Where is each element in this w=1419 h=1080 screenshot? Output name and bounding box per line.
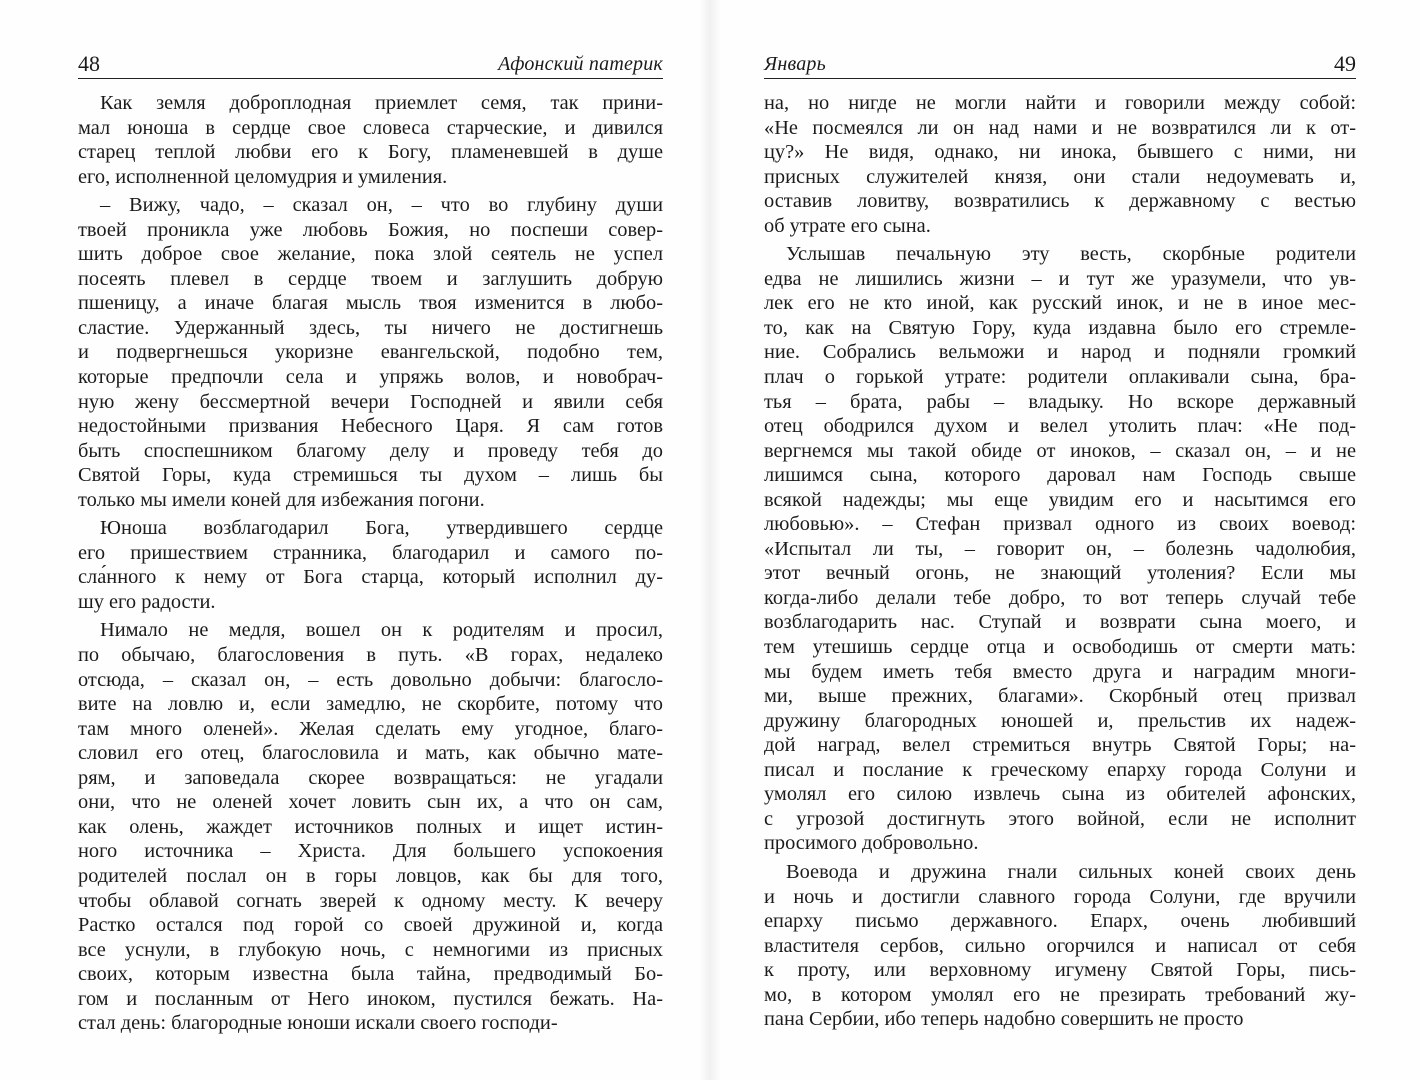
text-line: на, но нигде не могли найти и говорили между собой: bbox=[764, 92, 1356, 114]
text-line: своих, которым известна была тайна, предводимый Бо- bbox=[78, 963, 663, 986]
text-line: родителей послал он в горы ловцов, как бы для того, bbox=[78, 864, 663, 887]
text-line: пшеницу, а иначе благая мысль твоя изменится в любо- bbox=[78, 292, 663, 315]
book-gutter bbox=[700, 0, 720, 1080]
text-line: «Не посмеялся ли он над нами и не возвратился ли к от- bbox=[764, 116, 1356, 139]
text-line: ную жену бессмертной вечери Господней и явили себя bbox=[78, 390, 663, 413]
text-line: отсюда, – сказал он, – есть довольно добычи: благосло- bbox=[78, 668, 663, 691]
running-head-left bbox=[78, 48, 663, 79]
text-line: посеять плевел в сердце твоем и заглушить добрую bbox=[78, 267, 663, 290]
text-line: как олень, жаждет источников полных и ищет истин- bbox=[78, 815, 663, 838]
text-line: только мы имели коней для избежания погони. bbox=[78, 488, 485, 511]
text-line: просимого добровольно. bbox=[764, 832, 979, 855]
right-page bbox=[764, 48, 1356, 1032]
text-line: ного источника – Христа. Для большего успокоения bbox=[78, 840, 663, 863]
text-line: недостойными призвания Небесного Царя. Я сам готов bbox=[78, 415, 663, 438]
text-line: – Вижу, чадо, – сказал он, – что во глубину души bbox=[100, 194, 663, 217]
text-line: об утрате его сына. bbox=[764, 214, 931, 237]
text-line: едва не лишились жизни – и тут же уразумели, что ув- bbox=[764, 267, 1356, 290]
text-line: то, как на Святую Гору, куда издавна было его стремле- bbox=[764, 316, 1356, 339]
text-line: цу?» Не видя, однако, ни инока, бывшего с ними, ни bbox=[764, 141, 1356, 164]
text-line: твоей проникла уже любовь Божия, но поспеши совер- bbox=[78, 218, 663, 241]
text-line: и подвергнешься укоризне евангельской, подобно тем, bbox=[78, 341, 663, 364]
page-number-right: 49 bbox=[1334, 51, 1356, 76]
text-line: лишимся сына, которого даровал нам Господь свыше bbox=[764, 464, 1356, 487]
text-line: писал и послание к греческому епарху города Солуни и bbox=[764, 758, 1356, 781]
text-line: возблагодарить нас. Ступай и возврати сына моего, и bbox=[764, 611, 1356, 634]
text-line: и ночь и достигли славного города Солуни, где вручили bbox=[764, 885, 1356, 908]
text-line: вите на ловлю и, если замедлю, не скорбите, потому что bbox=[78, 693, 663, 716]
left-page bbox=[78, 48, 663, 1036]
text-line: чтобы облавой согнать зверей к одному месту. К вечеру bbox=[78, 889, 663, 912]
text-line: ние. Собрались вельможи и народ и подняли громкий bbox=[764, 341, 1356, 364]
text-line: властителя сербов, сильно огорчился и написал от себя bbox=[764, 934, 1356, 957]
text-line: тем утешишь сердце отца и освободишь от смерти мать: bbox=[764, 636, 1356, 659]
text-line: дой наград, велел стремиться внутрь Святой Горы; на- bbox=[764, 734, 1356, 757]
text-line: гом и посланным от Него иноком, пустился бежать. На- bbox=[78, 987, 663, 1010]
paragraph bbox=[78, 193, 663, 512]
text-line: Растко остался под горой со своей дружиной и, когда bbox=[78, 914, 663, 937]
paragraph bbox=[78, 618, 663, 1035]
left-page-body bbox=[78, 91, 663, 1036]
paragraph bbox=[78, 516, 663, 614]
text-line: оставив ловитву, возвратились к державному с вестью bbox=[764, 190, 1356, 213]
text-line: Как земля доброплодная приемлет семя, так прини- bbox=[100, 92, 663, 114]
text-line: пана Сербии, ибо теперь надобно совершить не просто bbox=[764, 1008, 1244, 1031]
text-line: быть споспешником благому делу и проведу тебя до bbox=[78, 439, 663, 462]
text-line: Юноша возблагодарил Бога, утвердившего сердце bbox=[100, 517, 663, 540]
text-line: все уснули, в глубокую ночь, с немногими из присных bbox=[78, 938, 663, 961]
text-line: епарху письмо державного. Епарх, очень любивший bbox=[764, 910, 1356, 933]
text-line: его, исполненной целомудрия и умиления. bbox=[78, 165, 448, 188]
text-line: Нимало не медля, вошел он к родителям и просил, bbox=[100, 619, 663, 642]
text-line: любовью». – Стефан призвал одного из своих воевод: bbox=[764, 513, 1356, 536]
text-line: словил его отец, благословила и мать, как обычно мате- bbox=[78, 742, 663, 765]
text-line: шить доброе свое желание, пока злой сеятель не успел bbox=[78, 243, 663, 266]
text-line: шу его радости. bbox=[78, 590, 216, 613]
text-line: сластие. Удержанный здесь, ты ничего не достигнешь bbox=[78, 316, 663, 339]
paragraph bbox=[764, 91, 1356, 238]
text-line: Услышав печальную эту весть, скорбные родители bbox=[786, 243, 1356, 266]
text-line: когда-либо делали тебе добро, то вот теперь случай тебе bbox=[764, 586, 1356, 609]
page-number-left: 48 bbox=[78, 51, 100, 76]
paragraph bbox=[78, 91, 663, 189]
text-line: сла́нного к нему от Бога старца, который исполнил ду- bbox=[78, 566, 663, 589]
text-line: мо, в котором умолял его не презирать требований жу- bbox=[764, 983, 1356, 1006]
text-line: по обычаю, благословения в путь. «В горах, недалеко bbox=[78, 644, 663, 667]
text-line: вергнемся мы такой обиде от иноков, – сказал он, – и не bbox=[764, 439, 1356, 462]
text-line: тья – брата, рабы – владыку. Но вскоре державный bbox=[764, 390, 1356, 413]
text-line: стал день: благородные юноши искали своего господи- bbox=[78, 1012, 558, 1035]
text-line: которые предпочли села и упряжь волов, и новобрач- bbox=[78, 366, 663, 389]
right-page-body bbox=[764, 91, 1356, 1032]
text-line: этот вечный огонь, не знающий утоления? Если мы bbox=[764, 562, 1356, 585]
running-head-title-left: Афонский патерик bbox=[498, 53, 663, 75]
text-line: дружину благородных юношей и, прельстив их надеж- bbox=[764, 709, 1356, 732]
text-line: там много оленей». Желая сделать ему угодное, благо- bbox=[78, 717, 663, 740]
text-line: с угрозой достигнуть этого войной, если не исполнит bbox=[764, 807, 1356, 830]
text-line: они, что не оленей хочет ловить сын их, а что он сам, bbox=[78, 791, 663, 814]
paragraph bbox=[764, 860, 1356, 1032]
text-line: присных служителей князя, они стали недоумевать и, bbox=[764, 165, 1356, 188]
running-head-title-right: Январь bbox=[764, 53, 826, 75]
text-line: лек его не кто иной, как русский инок, и не в иное мес- bbox=[764, 292, 1356, 315]
text-line: Святой Горы, куда стремишься ты духом – лишь бы bbox=[78, 464, 663, 487]
text-line: отец ободрился духом и велел утолить плач: «Не под- bbox=[764, 415, 1356, 438]
paragraph bbox=[764, 242, 1356, 856]
text-line: к проту, или верховному игумену Святой Горы, пись- bbox=[764, 959, 1356, 982]
text-line: его пришествием странника, благодарил и самого по- bbox=[78, 541, 663, 564]
running-head-right bbox=[764, 48, 1356, 79]
text-line: Воевода и дружина гнали сильных коней своих день bbox=[786, 860, 1356, 883]
text-line: умолял его силою извлечь сына из обителей афонских, bbox=[764, 783, 1356, 806]
text-line: плач о горькой утрате: родители оплакивали сына, бра- bbox=[764, 366, 1356, 389]
text-line: старец теплой любви его к Богу, пламеневшей в душе bbox=[78, 141, 663, 164]
text-line: ми, выше прежних, благами». Скорбный отец призвал bbox=[764, 685, 1356, 708]
text-line: рям, и заповедала скорее возвращаться: не угадали bbox=[78, 766, 663, 789]
text-line: «Испытал ли ты, – говорит он, – болезнь чадолюбия, bbox=[764, 537, 1356, 560]
text-line: мы будем иметь тебя вместо друга и наградим многи- bbox=[764, 660, 1356, 683]
text-line: мал юноша в сердце свое словеса старческие, и дивился bbox=[78, 116, 663, 139]
text-line: всякой надежды; мы еще увидим его и насытимся его bbox=[764, 488, 1356, 511]
